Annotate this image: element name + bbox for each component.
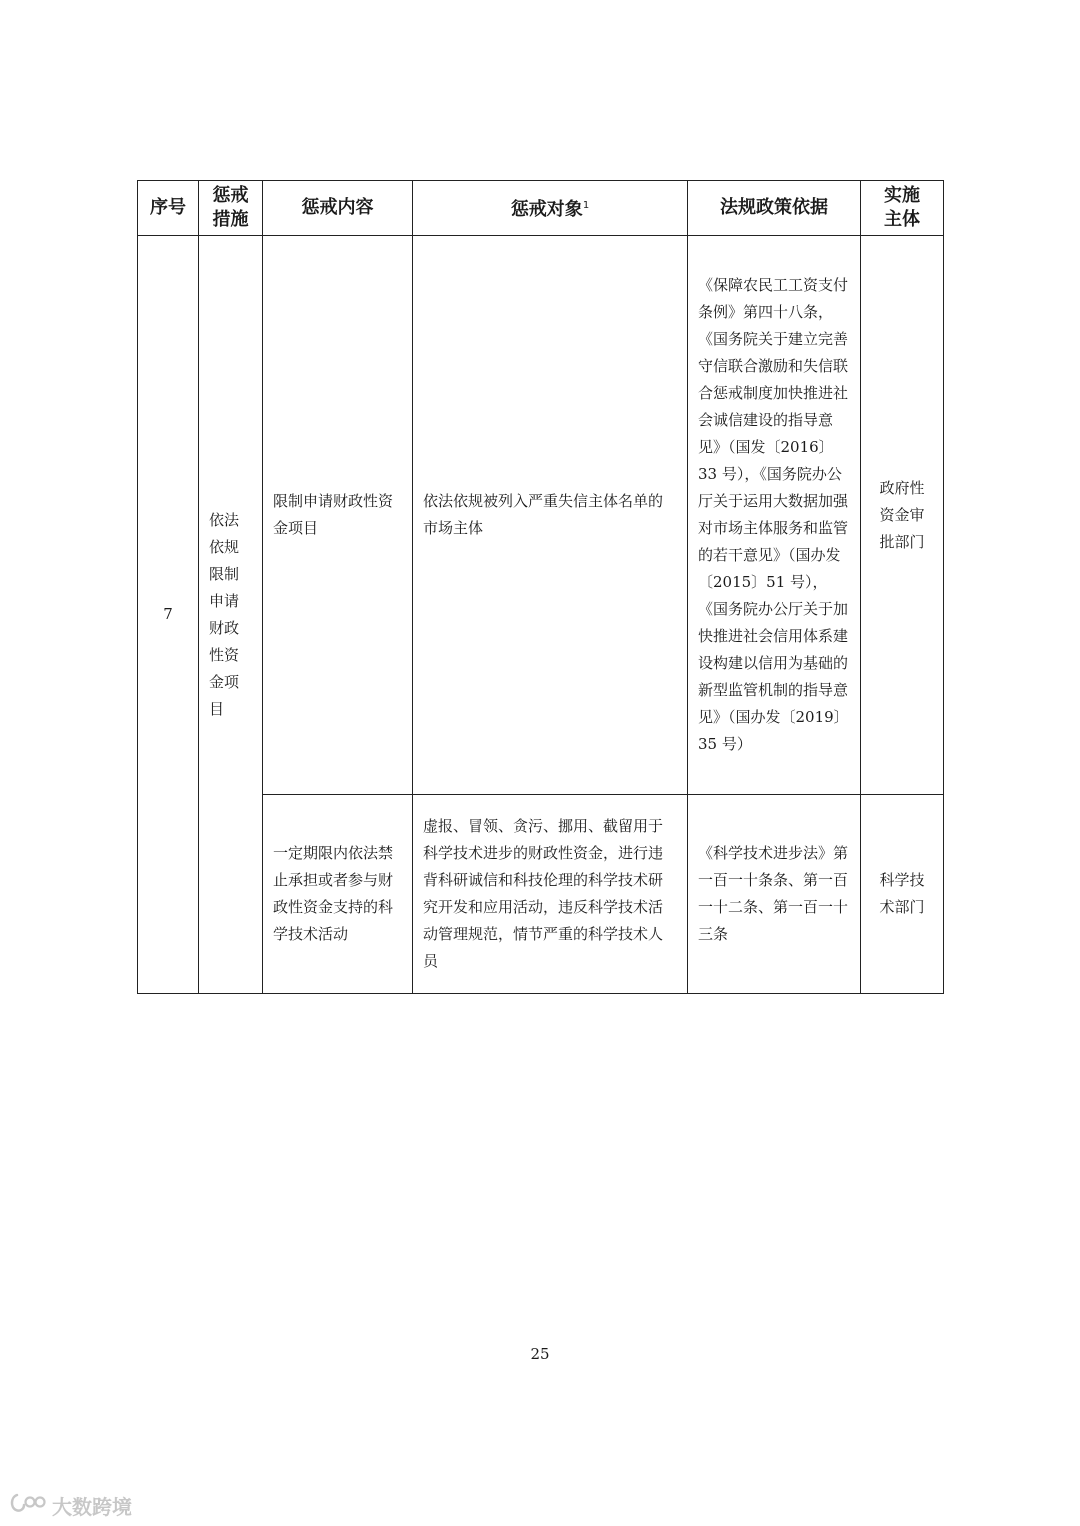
header-measure-line2: 措施 — [212, 209, 249, 230]
penalty-table — [137, 180, 944, 994]
entry-measure — [199, 236, 263, 994]
header-agency-line1: 实施 — [884, 185, 920, 206]
entry-seq: 7 — [138, 236, 199, 994]
row1-content: 限制申请财政性资金项目 — [263, 236, 413, 795]
watermark — [8, 1490, 132, 1520]
row2-target: 虚报、冒领、贪污、挪用、截留用于科学技术进步的财政性资金，进行违背科研诚信和科技伦理的科学技术研究开发和应用活动，违反科学技术活动管理规范，情节严重的科学技术人员 — [413, 795, 688, 994]
row2-basis: 《科学技术进步法》第一百一十条条、第一百一十二条、第一百一十三条 — [688, 795, 861, 994]
header-agency-line2: 主体 — [884, 209, 920, 230]
header-content: 惩戒内容 — [263, 181, 413, 236]
row2-agency: 科学技术部门 — [861, 795, 944, 994]
header-agency — [861, 181, 944, 236]
entry-measure-line: 目 — [209, 699, 225, 718]
entry-measure-line: 限制 — [209, 564, 240, 583]
watermark-text: 大数跨境 — [52, 1494, 132, 1519]
header-target-footnote: 1 — [582, 200, 590, 211]
row1-basis: 《保障农民工工资支付条例》第四十八条，《国务院关于建立完善守信联合激励和失信联合惩戒制度加快推进社会诚信建设的指导意见》（国发〔2016〕33 号），《国务院办公厅关于运用大数据加强对市场主体服务和监管的若干意见》（国办发〔2015〕51 号），《国务院办公厅关于加快推进社会信用体系建设构建以信用为基础的新型监管机制的指导意见》（国办发〔2019〕35 号） — [688, 236, 861, 795]
header-target — [413, 181, 688, 236]
table-row — [138, 236, 944, 795]
header-basis: 法规政策依据 — [688, 181, 861, 236]
row2-content: 一定期限内依法禁止承担或者参与财政性资金支持的科学技术活动 — [263, 795, 413, 994]
row1-agency: 政府性资金审批部门 — [861, 236, 944, 795]
table-header-row — [138, 181, 944, 236]
entry-measure-line: 性资 — [209, 645, 240, 664]
header-seq: 序号 — [138, 181, 199, 236]
header-measure — [199, 181, 263, 236]
header-target-label: 惩戒对象 — [510, 199, 583, 220]
brand-logo-icon — [8, 1492, 52, 1519]
entry-measure-line: 金项 — [209, 672, 240, 691]
row1-target: 依法依规被列入严重失信主体名单的市场主体 — [413, 236, 688, 795]
header-measure-line1: 惩戒 — [212, 185, 249, 206]
page-number: 25 — [530, 1345, 550, 1363]
entry-measure-line: 依规 — [209, 537, 240, 556]
entry-measure-line: 申请 — [209, 591, 240, 610]
entry-measure-line: 财政 — [209, 618, 240, 637]
entry-measure-line: 依法 — [209, 510, 240, 529]
